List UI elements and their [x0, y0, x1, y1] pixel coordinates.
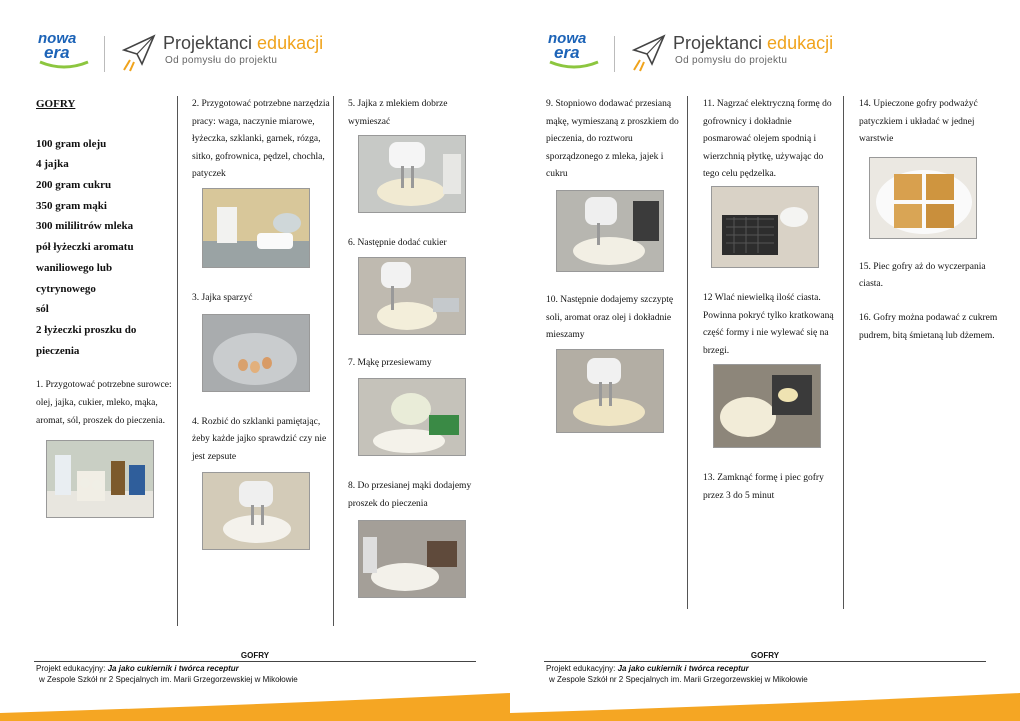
photo-tools	[202, 188, 310, 268]
project-title: Projektanci edukacji	[163, 33, 324, 53]
footer-line	[544, 661, 986, 662]
page-right	[510, 0, 1020, 721]
photo-pouring-batter	[713, 364, 821, 448]
photo-final-mixing	[556, 349, 664, 433]
photo-mixing	[358, 135, 466, 213]
photo-baked-waffles	[869, 157, 977, 239]
photo-eggs	[202, 314, 310, 392]
step-6: 6. Następnie dodać cukier	[348, 238, 447, 249]
ingredient: 2 łyżeczki proszku do	[36, 323, 137, 336]
logo-swoosh-icon	[38, 60, 90, 70]
ingredient: pół łyżeczki aromatu	[36, 241, 134, 254]
step-5: 5. Jajka z mlekiem dobrze wymieszać	[348, 99, 448, 127]
column-divider	[177, 96, 178, 626]
ingredient: 350 gram mąki	[36, 199, 107, 212]
header-separator	[104, 36, 105, 72]
step-10: 10. Następnie dodajemy szczyptę soli, aromat oraz olej i dokładnie mieszamy	[546, 294, 674, 341]
nowa-era-logo: nowa era	[548, 32, 586, 60]
column-divider	[843, 96, 844, 609]
project-subtitle: Od pomysłu do projektu	[675, 55, 788, 66]
ingredient: waniliowego lub	[36, 261, 113, 274]
paper-plane-icon	[122, 32, 156, 72]
project-subtitle: Od pomysłu do projektu	[165, 55, 278, 66]
photo-mixer-1	[202, 472, 310, 550]
step-3: 3. Jajka sparzyć	[192, 292, 253, 303]
column-steps-6	[859, 96, 999, 345]
ingredient: 100 gram oleju	[36, 137, 107, 150]
footer-project: Projekt edukacyjny: Ja jako cukiernik i twórca receptur w Zespole Szkół nr 2 Specjalnych im. Marii Grzegorzewskiej w Mikołowie	[36, 664, 298, 684]
ingredient: cytrynowego	[36, 282, 96, 295]
photo-sugar	[358, 257, 466, 335]
column-steps-2	[192, 96, 332, 550]
photo-baking-powder	[358, 520, 466, 598]
column-steps-5	[703, 96, 837, 506]
paper-plane-icon	[632, 32, 666, 72]
footer-title: GOFRY	[750, 651, 780, 660]
recipe-title: GOFRY	[36, 98, 76, 110]
ingredient: 4 jajka	[36, 158, 69, 171]
footer-project: Projekt edukacyjny: Ja jako cukiernik i twórca receptur w Zespole Szkół nr 2 Specjalnych im. Marii Grzegorzewskiej w Mikołowie	[546, 664, 808, 684]
step-9: 9. Stopniowo dodawać przesianą mąkę, wymieszaną z proszkiem do pieczenia, do roztworu sporządzonego z mleka, jajek i cukru	[546, 99, 679, 180]
step-1: 1. Przygotować potrzebne surowce: olej, jajka, cukier, mleko, mąka, aromat, sól, proszek do pieczenia.	[36, 380, 172, 426]
project-title: Projektanci edukacji	[673, 33, 834, 53]
step-4: 4. Rozbić do szklanki pamiętając, żeby każde jajko sprawdzić czy nie jest zepsute	[192, 416, 327, 462]
step-14: 14. Upieczone gofry podważyć patyczkiem i układać w jednej warstwie	[859, 99, 978, 145]
photo-ingredients	[46, 440, 154, 518]
logo-swoosh-icon	[548, 60, 600, 70]
column-ingredients	[36, 96, 176, 518]
step-8: 8. Do przesianej mąki dodajemy proszek do pieczenia	[348, 481, 472, 509]
step-16: 16. Gofry można podawać z cukrem pudrem, bitą śmietaną lub dżemem.	[859, 312, 998, 341]
photo-adding-flour	[556, 190, 664, 272]
header-separator	[614, 36, 615, 72]
photo-waffle-iron	[711, 186, 819, 268]
orange-band	[0, 693, 510, 721]
ingredient: 200 gram cukru	[36, 179, 112, 191]
step-13: 13. Zamknąć formę i piec gofry przez 3 do 5 minut	[703, 473, 824, 501]
nowa-era-logo: nowa era	[38, 32, 76, 60]
ingredient: pieczenia	[36, 344, 80, 357]
step-11: 11. Nagrzać elektryczną formę do gofrownicy i dokładnie posmarować olejem spodnią i wierzchnią płytkę, używając do tego celu pędzelka.	[703, 99, 832, 180]
step-2: 2. Przygotować potrzebne narzędzia pracy: waga, naczynie miarowe, łyżeczka, szklanki, garnek, rózga, sitko, gofrownica, pędzel, chochla, patyczek	[192, 99, 330, 180]
column-steps-4	[546, 96, 680, 433]
column-divider	[333, 96, 334, 626]
step-7: 7. Mąkę przesiewamy	[348, 357, 432, 368]
step-12: 12 Wlać niewielką ilość ciasta. Powinna pokryć tylko kratkowaną część formy i nie wylewać się na brzegi.	[703, 292, 834, 356]
column-steps-3	[348, 96, 488, 598]
orange-band	[510, 693, 1020, 721]
ingredient: sól	[36, 303, 49, 316]
ingredient: 300 mililitrów mleka	[36, 220, 134, 233]
step-15: 15. Piec gofry aż do wyczerpania ciasta.	[859, 261, 986, 290]
footer-line	[34, 661, 476, 662]
photo-sifting	[358, 378, 466, 456]
column-divider	[687, 96, 688, 609]
footer-title: GOFRY	[240, 651, 270, 660]
